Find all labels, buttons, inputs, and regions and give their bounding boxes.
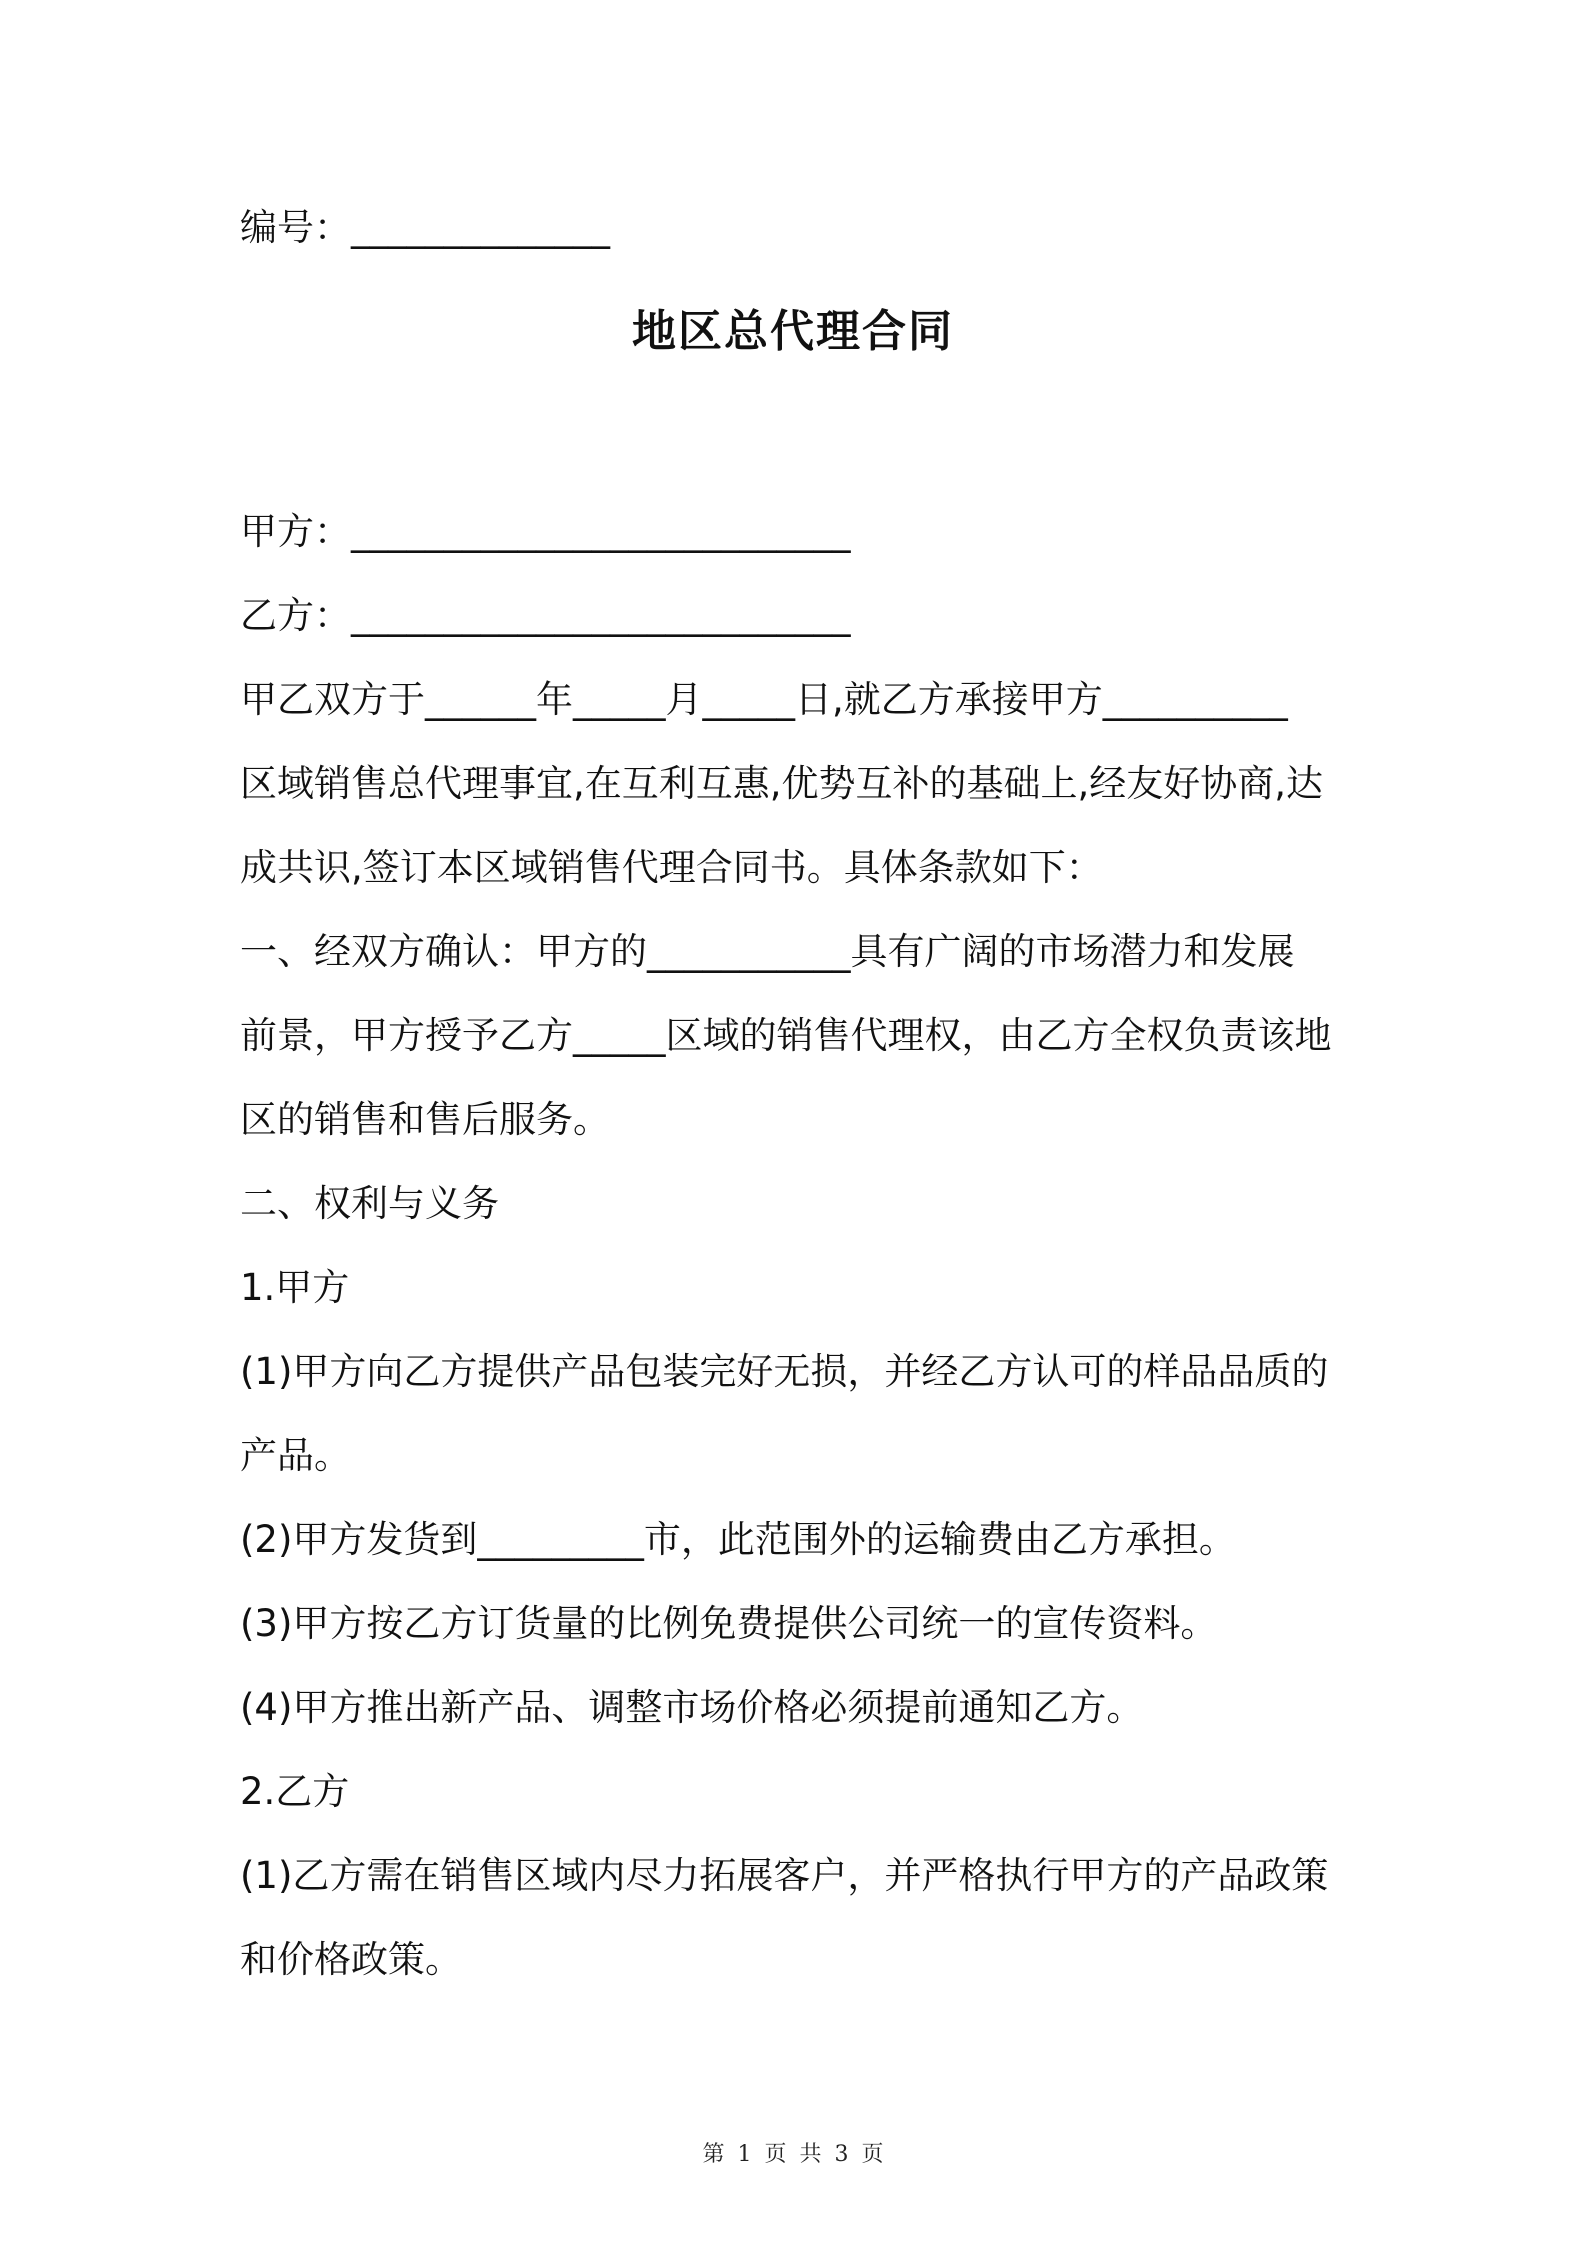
party-a-item-3: (3)甲方按乙方订货量的比例免费提供公司统一的宣传资料。 [240, 1602, 1218, 1645]
party-b-line: 乙方：___________________________ [240, 594, 851, 637]
document-title: 地区总代理合同 [632, 306, 954, 357]
party-a-item-2: (2)甲方发货到_________市，此范围外的运输费由乙方承担。 [240, 1518, 1236, 1561]
subsection-party-a: 1.甲方 [240, 1266, 350, 1309]
clause-1-line-2: 前景，甲方授予乙方_____区域的销售代理权，由乙方全权负责该地 [240, 1014, 1332, 1057]
subsection-party-b: 2.乙方 [240, 1770, 350, 1813]
preamble-line-1: 甲乙双方于______年_____月_____日,就乙方承接甲方__________ [240, 678, 1288, 721]
party-a-item-1-line-2: 产品。 [240, 1434, 351, 1477]
preamble-line-3: 成共识,签订本区域销售代理合同书。具体条款如下： [240, 846, 1103, 889]
preamble-line-2: 区域销售总代理事宜,在互利互惠,优势互补的基础上,经友好协商,达 [240, 762, 1324, 805]
party-a-item-1-line-1: (1)甲方向乙方提供产品包装完好无损，并经乙方认可的样品品质的 [240, 1350, 1329, 1393]
section-heading-rights: 二、权利与义务 [240, 1182, 499, 1225]
party-a-line: 甲方：___________________________ [240, 510, 851, 553]
clause-1-line-1: 一、经双方确认：甲方的___________具有广阔的市场潜力和发展 [240, 930, 1295, 973]
contract-body [240, 490, 1360, 2002]
clause-1-line-3: 区的销售和售后服务。 [240, 1098, 610, 1141]
party-b-item-1-line-2: 和价格政策。 [240, 1938, 462, 1981]
page-footer: 第 1 页 共 3 页 [702, 2142, 884, 2167]
party-a-item-4: (4)甲方推出新产品、调整市场价格必须提前通知乙方。 [240, 1686, 1144, 1729]
contract-number-line: 编号：______________ [240, 206, 610, 249]
party-b-item-1-line-1: (1)乙方需在销售区域内尽力拓展客户，并严格执行甲方的产品政策 [240, 1854, 1329, 1897]
